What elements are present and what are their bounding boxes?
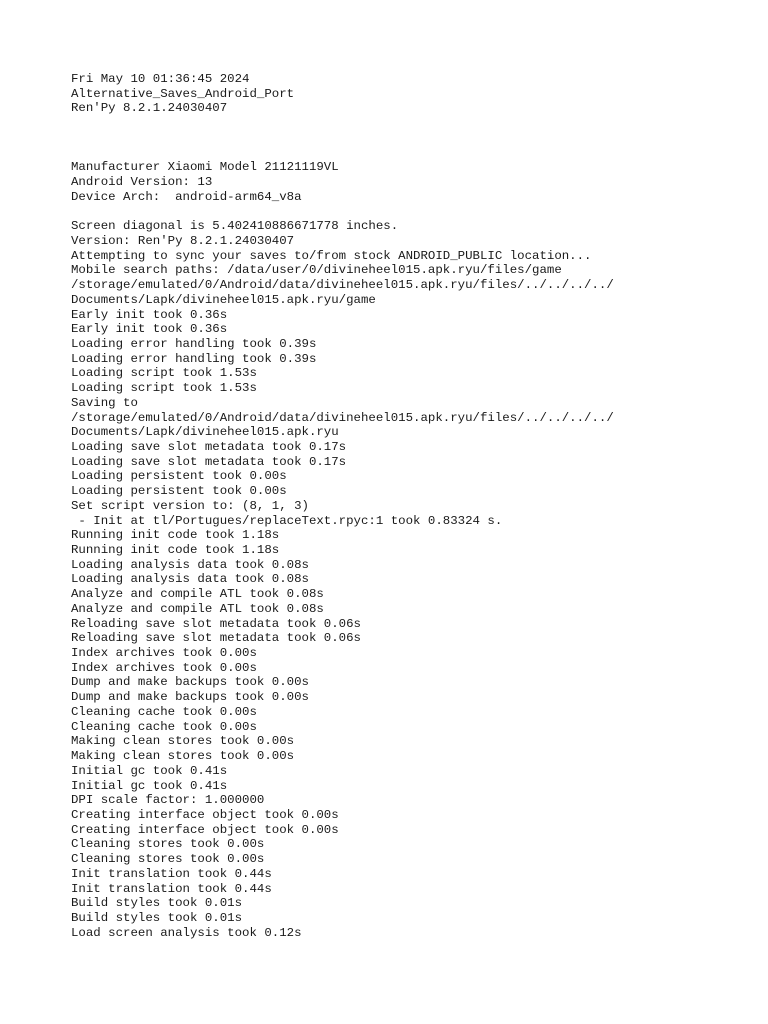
- log-line: Reloading save slot metadata took 0.06s: [71, 631, 361, 646]
- log-line: Version: Ren'Py 8.2.1.24030407: [71, 233, 295, 248]
- log-line: Load screen analysis took 0.12s: [71, 925, 302, 940]
- log-line: Creating interface object took 0.00s: [71, 822, 339, 837]
- log-line: Dump and make backups took 0.00s: [71, 690, 309, 705]
- log-line: Cleaning cache took 0.00s: [71, 719, 257, 734]
- log-line: Loading script took 1.53s: [71, 381, 257, 396]
- log-line: Attempting to sync your saves to/from stock ANDROID_PUBLIC location...: [71, 248, 592, 263]
- log-line: Cleaning cache took 0.00s: [71, 704, 257, 719]
- log-line: Analyze and compile ATL took 0.08s: [71, 601, 324, 616]
- log-line: Alternative_Saves_Android_Port: [71, 86, 295, 101]
- log-line: Device Arch: android-arm64_v8a: [71, 189, 302, 204]
- log-line: Dump and make backups took 0.00s: [71, 675, 309, 690]
- log-line: Init translation took 0.44s: [71, 881, 272, 896]
- blank-line: [71, 146, 751, 161]
- log-line: Initial gc took 0.41s: [71, 778, 228, 793]
- log-line: Loading save slot metadata took 0.17s: [71, 439, 347, 454]
- log-line: Manufacturer Xiaomi Model 21121119VL: [71, 160, 339, 175]
- log-line: Saving to: [71, 395, 138, 410]
- log-line: Creating interface object took 0.00s: [71, 807, 339, 822]
- log-line: Cleaning stores took 0.00s: [71, 837, 265, 852]
- blank-line: [71, 116, 751, 131]
- log-line: Build styles took 0.01s: [71, 896, 243, 911]
- log-line: Cleaning stores took 0.00s: [71, 852, 265, 867]
- log-line: Screen diagonal is 5.402410886671778 inches.: [71, 219, 399, 234]
- log-line: Mobile search paths: /data/user/0/divineheel015.apk.ryu/files/game: [71, 263, 562, 278]
- log-line: Making clean stores took 0.00s: [71, 749, 295, 764]
- log-line: - Init at tl/Portugues/replaceText.rpyc:1 took 0.83324 s.: [71, 513, 503, 528]
- log-line: Loading script took 1.53s: [71, 366, 257, 381]
- log-line: Loading error handling took 0.39s: [71, 351, 317, 366]
- log-line: /storage/emulated/0/Android/data/divineheel015.apk.ryu/files/../../../../: [71, 278, 614, 293]
- log-line: DPI scale factor: 1.000000: [71, 793, 265, 808]
- log-line: Index archives took 0.00s: [71, 660, 257, 675]
- log-line: Loading persistent took 0.00s: [71, 484, 287, 499]
- log-line: Ren'Py 8.2.1.24030407: [71, 101, 228, 116]
- log-line: Early init took 0.36s: [71, 307, 228, 322]
- log-line: Early init took 0.36s: [71, 322, 228, 337]
- log-line: Index archives took 0.00s: [71, 646, 257, 661]
- log-line: Analyze and compile ATL took 0.08s: [71, 587, 324, 602]
- log-line: Loading analysis data took 0.08s: [71, 572, 309, 587]
- log-line: /storage/emulated/0/Android/data/divineheel015.apk.ryu/files/../../../../: [71, 410, 614, 425]
- log-line: Loading save slot metadata took 0.17s: [71, 454, 347, 469]
- log-line: Build styles took 0.01s: [71, 910, 243, 925]
- log-line: Loading error handling took 0.39s: [71, 336, 317, 351]
- log-line: Making clean stores took 0.00s: [71, 734, 295, 749]
- log-line: Initial gc took 0.41s: [71, 763, 228, 778]
- log-line: Documents/Lapk/divineheel015.apk.ryu: [71, 425, 339, 440]
- log-line: Documents/Lapk/divineheel015.apk.ryu/game: [71, 292, 376, 307]
- blank-line: [71, 204, 751, 219]
- log-line: Running init code took 1.18s: [71, 543, 280, 557]
- blank-line: [71, 131, 751, 146]
- log-line: Reloading save slot metadata took 0.06s: [71, 616, 361, 631]
- log-line: Running init code took 1.18s: [71, 528, 280, 543]
- log-line: Loading persistent took 0.00s: [71, 469, 287, 484]
- log-line: Set script version to: (8, 1, 3): [71, 498, 309, 513]
- log-line: Android Version: 13: [71, 175, 213, 190]
- log-line: Init translation took 0.44s: [71, 866, 272, 881]
- log-text-page: [71, 72, 751, 940]
- log-line: Loading analysis data took 0.08s: [71, 557, 309, 572]
- log-line: Fri May 10 01:36:45 2024: [71, 72, 250, 86]
